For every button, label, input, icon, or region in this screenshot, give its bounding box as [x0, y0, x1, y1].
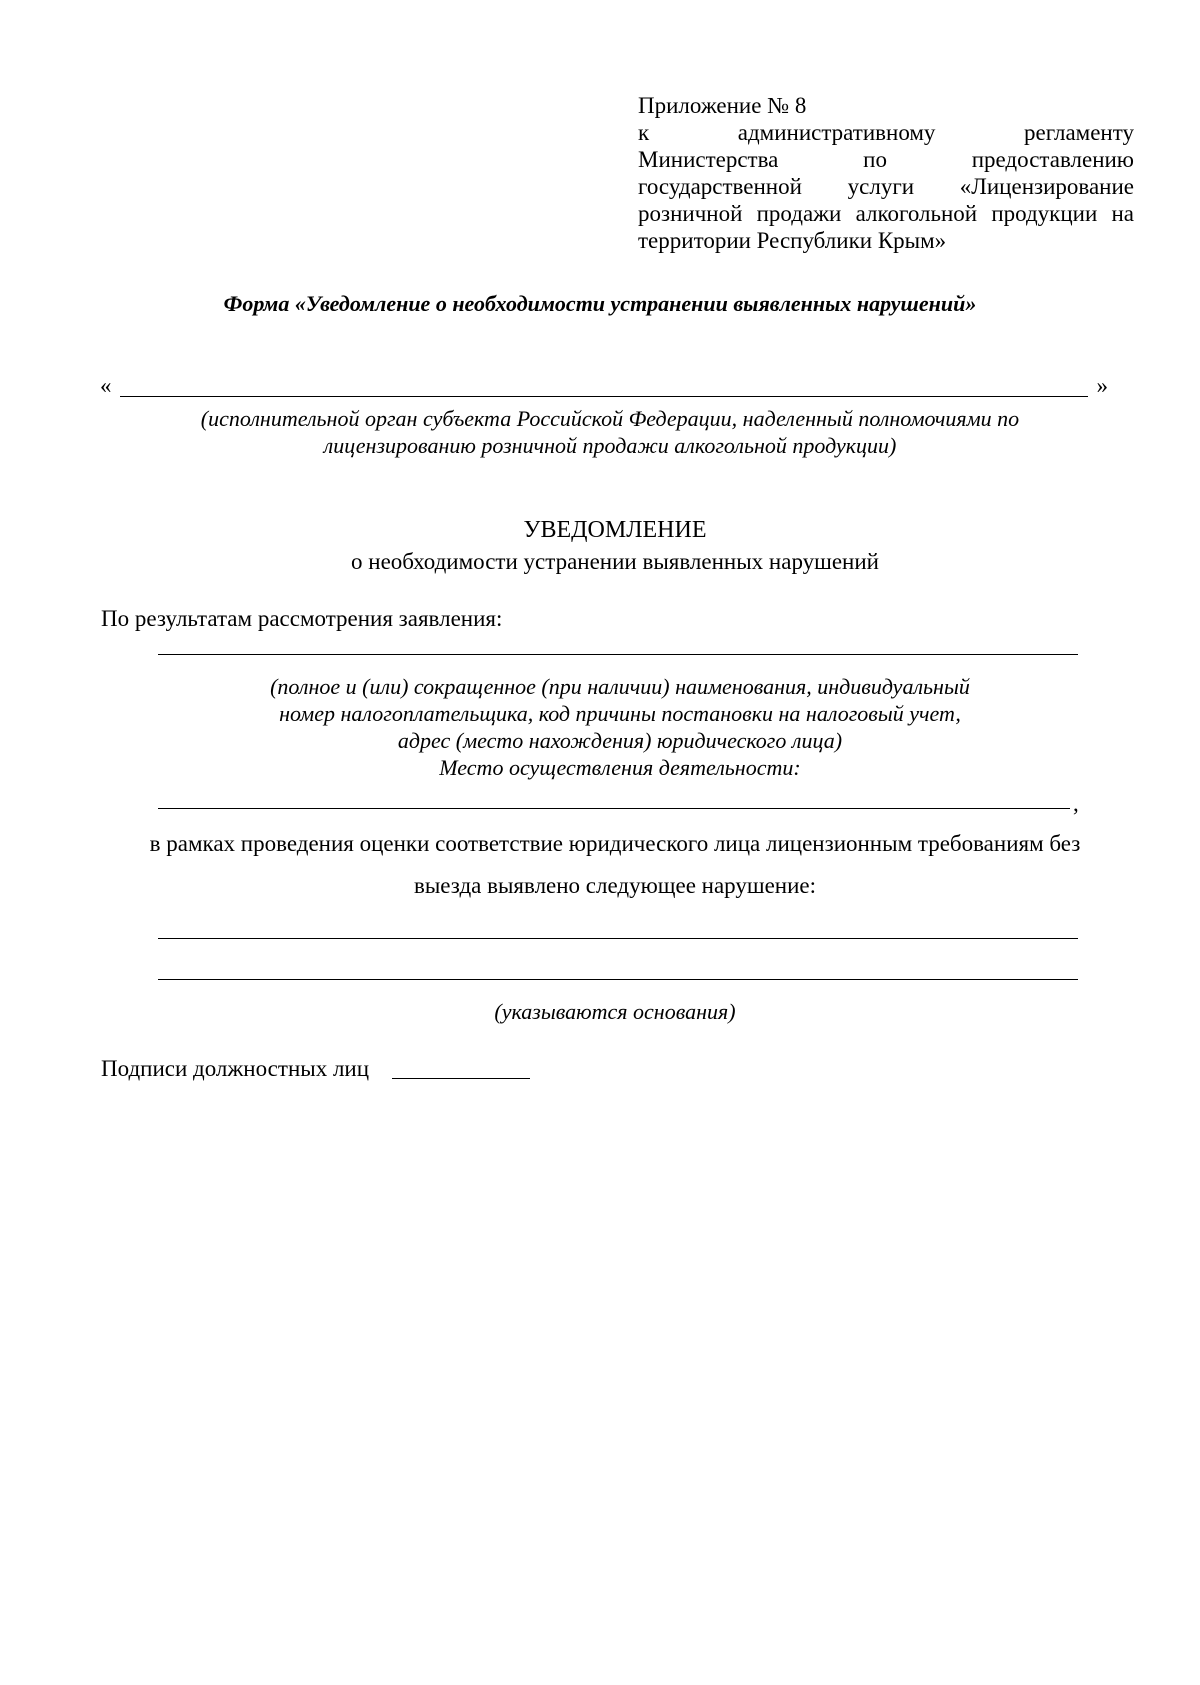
organ-field — [100, 372, 1108, 402]
organ-caption-line: (исполнительной орган субъекта Российской Федерации, наделенный полномочиями по — [200, 406, 1020, 431]
applicant-caption-line: номер налогоплательщика, код причины постановки на налоговый учет, — [279, 701, 961, 726]
form-title: Форма «Уведомление о необходимости устранении выявленных нарушений» — [223, 291, 977, 316]
applicant-caption-line: адрес (место нахождения) юридического лица) — [397, 728, 843, 753]
violation-blank-line — [158, 938, 1078, 939]
signature-blank-line — [392, 1078, 530, 1079]
appendix-line: территории Республики Крым» — [638, 228, 947, 253]
appendix-header — [638, 92, 1134, 254]
violation-blank-line — [158, 979, 1078, 980]
assessment-line: в рамках проведения оценки соответствие юридического лица лицензионным требованиям без — [149, 831, 1081, 856]
intro-text: По результатам рассмотрения заявления: — [101, 606, 503, 631]
organ-blank-line — [120, 396, 1088, 397]
appendix-line: к административному регламенту — [638, 120, 1134, 145]
organ-caption-line: лицензированию розничной продажи алкогольной продукции) — [323, 433, 897, 458]
appendix-line: Министерства по предоставлению — [638, 147, 1134, 172]
trailing-comma: , — [1073, 791, 1079, 816]
appendix-line: Приложение № 8 — [638, 93, 807, 118]
applicant-caption-line: Место осуществления деятельности: — [439, 755, 801, 780]
notice-title: УВЕДОМЛЕНИЕ — [523, 517, 707, 543]
applicant-caption — [140, 673, 1100, 781]
assessment-line: выезда выявлено следующее нарушение: — [413, 873, 817, 898]
organ-caption — [140, 405, 1080, 459]
open-quote: « — [100, 373, 112, 398]
location-blank-line — [158, 808, 1070, 809]
applicant-blank-line — [158, 654, 1078, 655]
appendix-line: розничной продажи алкогольной продукции на — [638, 201, 1134, 226]
appendix-line: государственной услуги «Лицензирование — [638, 174, 1134, 199]
signatures-label: Подписи должностных лиц — [101, 1056, 370, 1081]
grounds-caption: (указываются основания) — [494, 999, 736, 1024]
applicant-caption-line: (полное и (или) сокращенное (при наличии) наименования, индивидуальный — [270, 674, 970, 699]
close-quote: » — [1096, 373, 1108, 398]
notice-subtitle: о необходимости устранении выявленных нарушений — [351, 549, 879, 574]
